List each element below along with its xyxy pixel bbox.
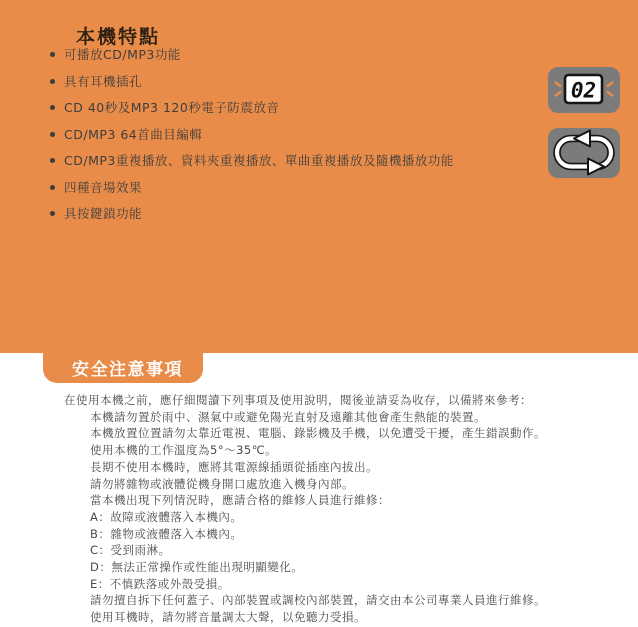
feature-item-label: CD 40秒及MP3 120秒電子防震放音 (64, 100, 280, 115)
feature-item (50, 207, 454, 220)
display-digits: 02 (570, 78, 597, 103)
feature-item-label: 四種音場效果 (64, 179, 143, 195)
safety-line: 使用耳機時，請勿將音量調太大聲，以免聽力受損。 (90, 610, 366, 625)
feature-item (50, 154, 454, 167)
feature-item-label: 具按鍵鎖功能 (64, 206, 143, 221)
bullet-dot-icon (50, 185, 55, 190)
safety-line: 在使用本機之前，應仔細閱讀下列事項及使用說明，閱後並請妥為收存，以備將來參考： (64, 393, 532, 407)
repeat-loop-icon (548, 128, 620, 182)
feature-item (50, 128, 454, 141)
bullet-dot-icon (50, 52, 55, 57)
safety-instructions (0, 392, 638, 626)
safety-line: 本機放置位置請勿太靠近電視、電腦、錄影機及手機，以免遭受干擾，產生錯誤動作。 (90, 426, 546, 441)
feature-item (50, 101, 454, 114)
safety-line: D：無法正常操作或性能出現明顯變化。 (90, 560, 304, 575)
bullet-dot-icon (50, 158, 55, 163)
safety-line: B：雜物或液體落入本機內。 (90, 526, 243, 541)
features-section-title: 本機特點 (76, 26, 161, 48)
safety-line: C：受到雨淋。 (90, 543, 171, 558)
safety-line: 請勿將雜物或液體從機身開口處放進入機身內部。 (90, 476, 354, 491)
features-list (50, 48, 454, 234)
feature-item-label: CD/MP3 64首曲目編輯 (64, 126, 203, 142)
track-number-display-icon (548, 67, 620, 117)
safety-line: A：故障或液體落入本機內。 (90, 509, 243, 524)
safety-line: 使用本機的工作溫度為5°～35℃。 (90, 443, 278, 458)
feature-item (50, 75, 454, 88)
safety-line: 當本機出現下列情況時，應請合格的維修人員進行維修： (90, 493, 390, 508)
safety-line: 長期不使用本機時，應將其電源線插頭從插座內拔出。 (90, 459, 378, 474)
feature-item-label: 可播放CD/MP3功能 (64, 47, 181, 62)
bullet-dot-icon (50, 79, 55, 84)
feature-item-label: 具有耳機插孔 (64, 73, 143, 89)
bullet-dot-icon (50, 105, 55, 110)
feature-item (50, 181, 454, 194)
feature-item (50, 48, 454, 61)
feature-item-label: CD/MP3重複播放、資料夾重複播放、單曲重複播放及隨機播放功能 (64, 153, 454, 168)
safety-line: E：不慎跌落或外殼受損。 (90, 576, 230, 591)
bullet-dot-icon (50, 132, 55, 137)
bullet-dot-icon (50, 211, 55, 216)
safety-section-tab (43, 353, 203, 383)
safety-section-title: 安全注意事項 (72, 360, 183, 380)
safety-line: 請勿擅自拆下任何蓋子、內部裝置或調校內部裝置，請交由本公司專業人員進行維修。 (90, 593, 546, 608)
safety-line: 本機請勿置於雨中、濕氣中或避免陽光直射及遠離其他會產生熱能的裝置。 (90, 409, 486, 424)
